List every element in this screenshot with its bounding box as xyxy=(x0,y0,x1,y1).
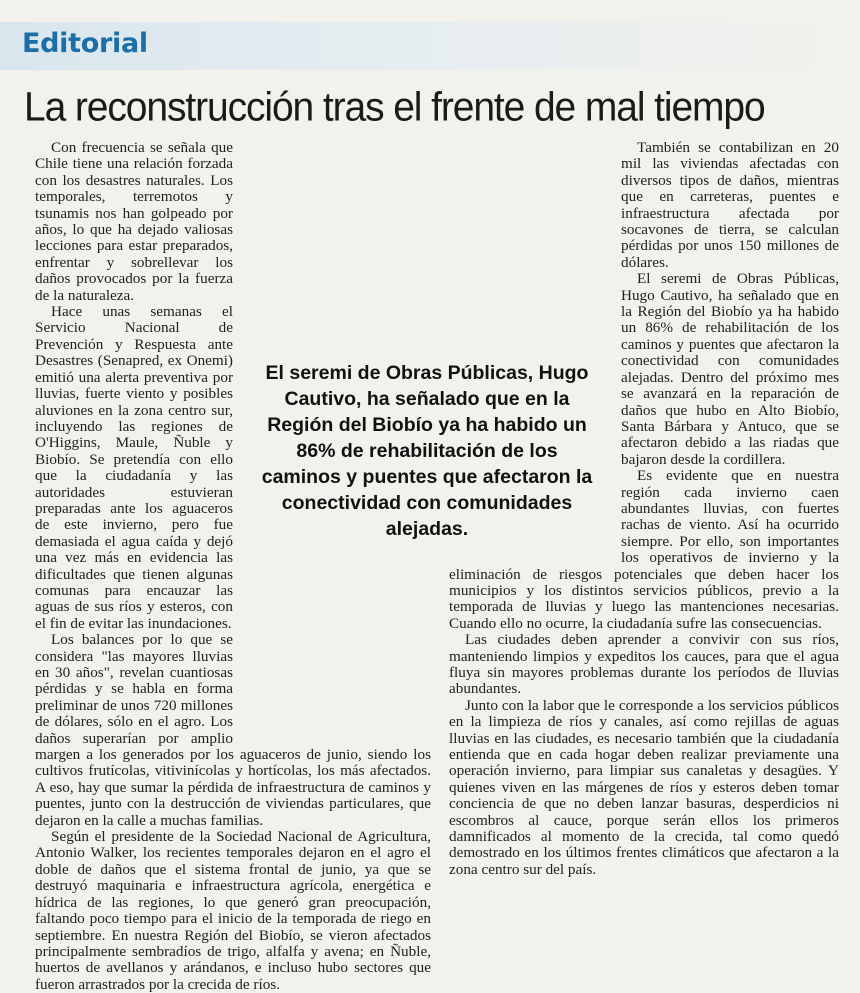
right-paragraph-4: Las ciudades deben aprender a convivir con sus ríos, manteniendo limpios y expeditos los cauces, para que el agua fluya sin mayores problemas durante los períodos de lluvias abundantes. xyxy=(449,631,839,698)
left-column xyxy=(35,140,431,993)
right-paragraph-1: También se contabilizan en 20 mil las viviendas afectadas con diversos tipos de daños, mientras que en carreteras, puentes e infraestructura afectada por socavones de tierra, se calculan pérdidas por unos 150 millones de dólares. xyxy=(621,139,839,271)
left-paragraph-4: Según el presidente de la Sociedad Nacional de Agricultura, Antonio Walker, los recientes temporales dejaron en el agro el doble de daños que el sistema frontal de junio, ya que se destruyó maquinaria e infraestructura agrícola, energética e hídrica de las regiones, lo que generó gran preocupación, faltando poco tiempo para el inicio de la temporada de riego en septiembre. En nuestra Región del Biobío, se vieron afectados principalmente sembradíos de trigo, alfalfa y avena; en Ñuble, huertos de avellanos y arándanos, e incluso hubo sectores que fueron arrastrados por la crecida de ríos. xyxy=(35,828,431,993)
headline: La reconstrucción tras el frente de mal tiempo xyxy=(24,85,765,130)
left-paragraph-2: Hace unas semanas el Servicio Nacional de Prevención y Respuesta ante Desastres (Senapred, ex Onemi) emitió una alerta preventiva por lluvias, fuerte viento y posibles aluviones en la zona centro sur, incluyendo las regiones de O'Higgins, Maule, Ñuble y Biobío. Se pretendía con ello que la ciudadanía y las autoridades estuvieran preparadas ante los aguaceros de este invierno, pero fue demasiada el agua caída y dejó una vez más en evidencia las dificultades que tienen algunas comunas para encauzar las aguas de sus ríos y esteros, con el fin de evitar las inundaciones. xyxy=(35,303,233,632)
right-paragraph-3: Es evidente que en nuestra región cada invierno caen abundantes lluvias, con fuertes rachas de viento. Así ha ocurrido siempre. Por ello, son importantes los operativos de invierno y la eliminación de riesgos potenciales que deben hacer los municipios y los distintos servicios públicos, previo a la temporada de lluvias y luego las mantenciones necesarias. Cuando ello no ocurre, la ciudadanía sufre las consecuencias. xyxy=(449,467,839,632)
section-header xyxy=(0,22,860,70)
right-paragraph-2: El seremi de Obras Públicas, Hugo Cautivo, ha señalado que en la Región del Biobío ya ha habido un 86% de rehabilitación de los caminos y puentes que afectaron la conectividad con comunidades alejadas. Dentro del próximo mes se avanzará en la reparación de daños que hubo en Alto Biobío, Santa Bárbara y Antuco, que se afectaron debido a las riadas que bajaron desde la cordillera. xyxy=(621,270,839,468)
section-label: Editorial xyxy=(22,28,148,59)
left-paragraph-3: Los balances por lo que se considera "las mayores lluvias en 30 años", revelan cuantiosas pérdidas y se habla en forma preliminar de unos 720 millones de dólares, sólo en el agro. Los daños superarían por amplio margen a los generados por los aguaceros de junio, siendo los cultivos frutícolas, vitivinícolas y hortícolas, los más afectados. A eso, hay que sumar la pérdida de infraestructura de caminos y puentes, junto con la destrucción de viviendas particulares, que dejaron en la calle a muchas familias. xyxy=(35,631,431,829)
left-paragraph-1: Con frecuencia se señala que Chile tiene una relación forzada con los desastres naturales. Los temporales, terremotos y tsunamis nos han golpeado por años, lo que ha dejado valiosas lecciones para estar preparados, enfrentar y sobrellevar los daños provocados por la fuerza de la naturaleza. xyxy=(35,139,233,304)
right-paragraph-5: Junto con la labor que le corresponde a los servicios públicos en la limpieza de ríos y canales, así como rejillas de aguas lluvias en las ciudades, es necesario también que la ciudadanía entienda que en cada hogar deben realizar previamente una operación invierno, para limpiar sus canaletas y desagües. Y quienes viven en las márgenes de ríos y esteros deben tomar conciencia de que no deben lanzar basuras, desperdicios ni escombros al cauce, porque serán ellos los primeros damnificados al momento de la crecida, tal como quedó demostrado en los últimos frentes climáticos que afectaron a la zona centro sur del país. xyxy=(449,696,839,878)
pull-quote: El seremi de Obras Públicas, Hugo Cautivo, ha señalado que en la Región del Biobío ya ha habido un 86% de rehabilitación de los caminos y puentes que afectaron la conectividad con comunidades alejadas. xyxy=(258,360,596,542)
